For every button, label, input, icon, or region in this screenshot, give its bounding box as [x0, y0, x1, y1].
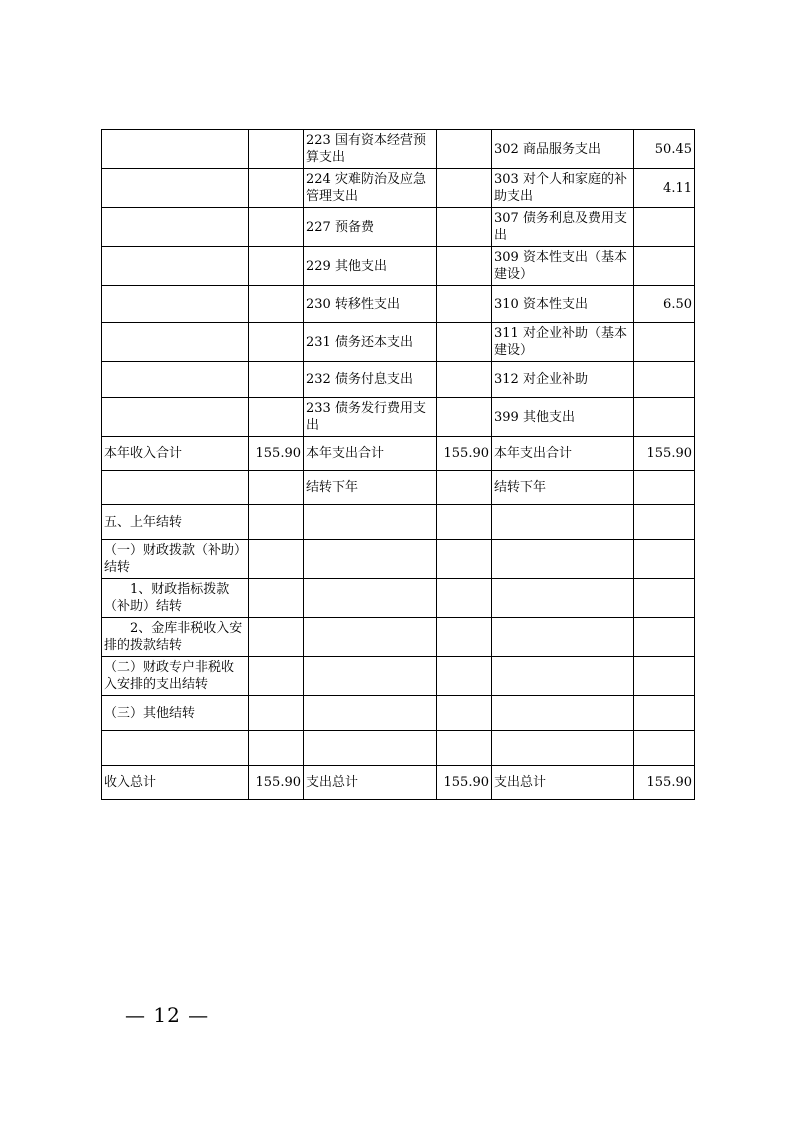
- income-amount-cell: [249, 696, 304, 731]
- income-amount-cell: [249, 540, 304, 579]
- income-item-cell: [102, 398, 249, 437]
- table-row: [102, 247, 695, 286]
- expense-function-cell: [304, 696, 437, 731]
- expense-function-amount-cell: [437, 362, 492, 398]
- expense-economic-amount-cell: [634, 618, 695, 657]
- expense-economic-cell: 307 债务利息及费用支出: [492, 208, 634, 247]
- expense-economic-amount-cell: [634, 362, 695, 398]
- expense-function-cell: 231 债务还本支出: [304, 323, 437, 362]
- income-item-cell: 2、金库非税收入安排的拨款结转: [102, 618, 249, 657]
- table-row: [102, 398, 695, 437]
- expense-function-cell: 224 灾难防治及应急管理支出: [304, 169, 437, 208]
- expense-function-amount-cell: [437, 247, 492, 286]
- table-row: [102, 766, 695, 800]
- income-item-cell: [102, 169, 249, 208]
- expense-economic-cell: 310 资本性支出: [492, 286, 634, 323]
- expense-function-amount-cell: [437, 398, 492, 437]
- income-item-cell: [102, 471, 249, 505]
- income-amount-cell: [249, 208, 304, 247]
- income-item-cell: 1、财政指标拨款（补助）结转: [102, 579, 249, 618]
- income-amount-cell: [249, 618, 304, 657]
- expense-function-amount-cell: [437, 130, 492, 169]
- expense-economic-cell: [492, 540, 634, 579]
- expense-function-amount-cell: [437, 169, 492, 208]
- income-amount-cell: [249, 731, 304, 766]
- table-row: [102, 505, 695, 540]
- carryover-label: 结转下年: [304, 471, 437, 505]
- expense-function-amount-cell: [437, 286, 492, 323]
- expense-function-amount-cell: [437, 540, 492, 579]
- expense-economic-cell: [492, 618, 634, 657]
- table-row: [102, 169, 695, 208]
- expense-function-cell: [304, 657, 437, 696]
- table-row: [102, 362, 695, 398]
- income-item-cell: [102, 323, 249, 362]
- expense-economic-cell: 309 资本性支出（基本建设）: [492, 247, 634, 286]
- income-amount-cell: [249, 657, 304, 696]
- income-amount-cell: [249, 323, 304, 362]
- expense-function-amount-cell: [437, 657, 492, 696]
- table-row: [102, 323, 695, 362]
- table-row: [102, 471, 695, 505]
- expense-economic-amount-cell: [634, 208, 695, 247]
- expense-function-amount-cell: [437, 696, 492, 731]
- expense-function-cell: 227 预备费: [304, 208, 437, 247]
- expense-function-amount-cell: [437, 618, 492, 657]
- grand-expense-total-label: 支出总计: [492, 766, 634, 800]
- income-item-cell: [102, 130, 249, 169]
- expense-function-cell: 230 转移性支出: [304, 286, 437, 323]
- expense-economic-amount-cell: [634, 731, 695, 766]
- expense-total-label: 本年支出合计: [492, 437, 634, 471]
- expense-economic-amount-cell: [634, 505, 695, 540]
- expense-economic-cell: 312 对企业补助: [492, 362, 634, 398]
- income-item-cell: （一）财政拨款（补助）结转: [102, 540, 249, 579]
- grand-expense-total-amount: 155.90: [634, 766, 695, 800]
- expense-economic-cell: 311 对企业补助（基本建设）: [492, 323, 634, 362]
- expense-economic-amount-cell: [634, 471, 695, 505]
- expense-function-cell: 223 国有资本经营预算支出: [304, 130, 437, 169]
- expense-economic-amount-cell: [634, 540, 695, 579]
- expense-function-amount-cell: [437, 505, 492, 540]
- expense-function-cell: [304, 579, 437, 618]
- grand-income-total-amount: 155.90: [249, 766, 304, 800]
- income-item-cell: [102, 208, 249, 247]
- income-item-cell: [102, 362, 249, 398]
- expense-economic-amount-cell: [634, 696, 695, 731]
- grand-expense-total-amount: 155.90: [437, 766, 492, 800]
- expense-total-amount: 155.90: [634, 437, 695, 471]
- income-item-cell: （三）其他结转: [102, 696, 249, 731]
- page-number: — 12 —: [125, 1003, 210, 1027]
- expense-economic-amount-cell: [634, 657, 695, 696]
- income-item-cell: [102, 286, 249, 323]
- table-row: [102, 208, 695, 247]
- expense-function-cell: [304, 540, 437, 579]
- expense-economic-cell: 399 其他支出: [492, 398, 634, 437]
- grand-income-total-label: 收入总计: [102, 766, 249, 800]
- table-row: [102, 618, 695, 657]
- expense-total-amount: 155.90: [437, 437, 492, 471]
- expense-economic-amount-cell: [634, 247, 695, 286]
- expense-function-amount-cell: [437, 208, 492, 247]
- income-item-cell: （二）财政专户非税收入安排的支出结转: [102, 657, 249, 696]
- expense-function-cell: 229 其他支出: [304, 247, 437, 286]
- income-amount-cell: [249, 398, 304, 437]
- expense-function-amount-cell: [437, 471, 492, 505]
- carryover-label: 结转下年: [492, 471, 634, 505]
- table-row: [102, 130, 695, 169]
- expense-economic-amount-cell: [634, 323, 695, 362]
- income-amount-cell: [249, 362, 304, 398]
- table-row: [102, 286, 695, 323]
- expense-function-amount-cell: [437, 579, 492, 618]
- grand-expense-total-label: 支出总计: [304, 766, 437, 800]
- expense-economic-cell: [492, 579, 634, 618]
- income-amount-cell: [249, 169, 304, 208]
- expense-economic-amount-cell: 50.45: [634, 130, 695, 169]
- expense-function-amount-cell: [437, 731, 492, 766]
- expense-function-cell: [304, 618, 437, 657]
- expense-economic-cell: 302 商品服务支出: [492, 130, 634, 169]
- income-amount-cell: [249, 579, 304, 618]
- income-total-amount: 155.90: [249, 437, 304, 471]
- income-total-label: 本年收入合计: [102, 437, 249, 471]
- expense-function-cell: [304, 731, 437, 766]
- income-item-cell: [102, 247, 249, 286]
- expense-function-cell: [304, 505, 437, 540]
- expense-function-cell: 233 债务发行费用支出: [304, 398, 437, 437]
- expense-economic-cell: [492, 696, 634, 731]
- income-amount-cell: [249, 130, 304, 169]
- income-amount-cell: [249, 247, 304, 286]
- expense-economic-amount-cell: 6.50: [634, 286, 695, 323]
- table-row: [102, 657, 695, 696]
- income-amount-cell: [249, 505, 304, 540]
- table-row: [102, 731, 695, 766]
- table-row: [102, 696, 695, 731]
- section-heading: 五、上年结转: [102, 505, 249, 540]
- expense-function-cell: 232 债务付息支出: [304, 362, 437, 398]
- expense-economic-amount-cell: 4.11: [634, 169, 695, 208]
- expense-economic-amount-cell: [634, 579, 695, 618]
- expense-economic-cell: [492, 731, 634, 766]
- income-amount-cell: [249, 471, 304, 505]
- expense-economic-cell: 303 对个人和家庭的补助支出: [492, 169, 634, 208]
- expense-function-amount-cell: [437, 323, 492, 362]
- expense-economic-cell: [492, 505, 634, 540]
- budget-table: [101, 129, 695, 800]
- table-row: [102, 540, 695, 579]
- expense-economic-amount-cell: [634, 398, 695, 437]
- table-row: [102, 579, 695, 618]
- income-item-cell: [102, 731, 249, 766]
- expense-economic-cell: [492, 657, 634, 696]
- income-amount-cell: [249, 286, 304, 323]
- expense-total-label: 本年支出合计: [304, 437, 437, 471]
- table-row: [102, 437, 695, 471]
